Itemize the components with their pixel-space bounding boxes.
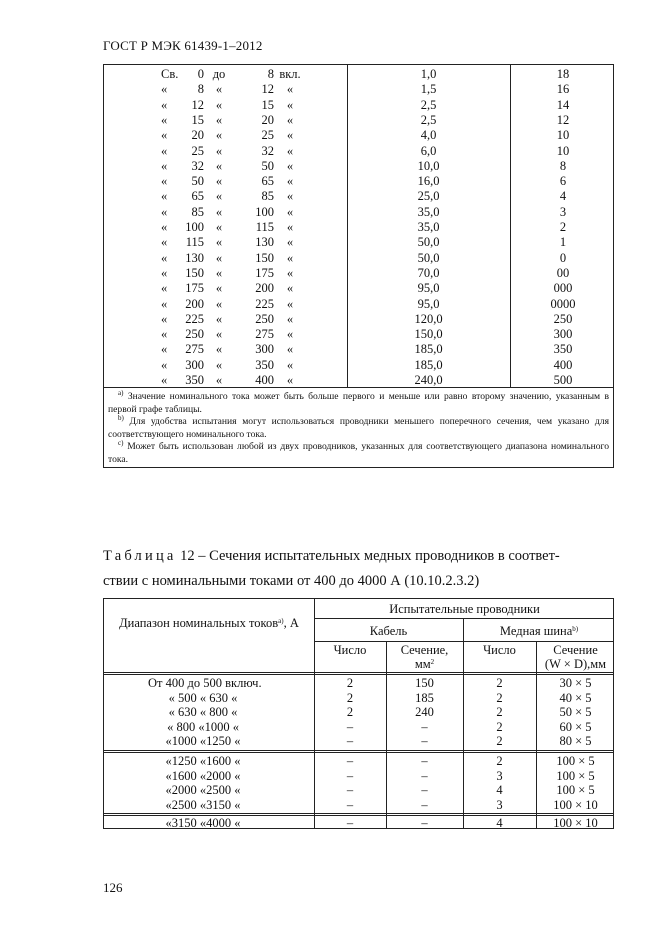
table-cell: – <box>346 768 354 783</box>
table-cell: 350 <box>553 342 573 357</box>
table-cell: « <box>215 235 223 250</box>
table-cell: 32 <box>191 158 204 173</box>
table-cell: 500 <box>553 373 573 387</box>
table-cell: – <box>346 797 354 812</box>
table-cell: 35,0 <box>417 204 440 219</box>
table-cell: 150 <box>415 676 434 690</box>
table-row <box>104 816 613 831</box>
table-cell: – <box>421 754 428 768</box>
table-row <box>104 266 613 282</box>
table-cell: 300 <box>255 342 274 357</box>
table-row <box>104 769 613 784</box>
table-cell: 100 × 10 <box>553 815 598 830</box>
table-cell: – <box>421 815 428 830</box>
table-row <box>104 691 613 706</box>
table-cell: От 400 до 500 включ. <box>148 676 262 690</box>
table-cell: « <box>286 265 294 280</box>
table-cell: 130 <box>185 250 204 265</box>
table-cell: 2 <box>496 676 503 690</box>
table-cell: 25 <box>261 128 274 143</box>
table-cell: 120,0 <box>414 311 443 326</box>
table-cell: «1250 «1600 « <box>165 754 241 768</box>
table-cell: 2 <box>496 705 503 719</box>
header-bar-section: Сечение (W × D),мм <box>544 643 607 671</box>
table-cell: « <box>161 235 168 250</box>
table-cell: 2 <box>346 690 354 705</box>
table-cell: вкл. <box>279 67 301 81</box>
table-cell: « <box>161 311 168 326</box>
table-cell: « <box>286 82 294 97</box>
table-cell: 18 <box>556 67 570 81</box>
table-cell: 2 <box>346 676 354 690</box>
table-cell: – <box>421 719 428 734</box>
table-cell: « <box>215 143 223 158</box>
table-cell: 20 <box>261 112 274 127</box>
table-cell: « <box>215 281 223 296</box>
table-cell: 10 <box>556 128 570 143</box>
table-cell: 1 <box>559 235 567 250</box>
table-cell: 100 × 5 <box>556 754 595 768</box>
table-11-continuation <box>103 64 614 468</box>
table-cell: 185,0 <box>414 342 443 357</box>
table-cell: 50 <box>261 158 274 173</box>
row-divider <box>104 813 613 814</box>
table-cell: « <box>161 281 168 296</box>
table-cell: 50 × 5 <box>559 705 592 719</box>
table-cell: 2 <box>496 754 503 768</box>
table-cell: 16,0 <box>417 174 440 189</box>
table-cell: « <box>286 357 294 372</box>
table-cell: « <box>215 220 223 234</box>
table-cell: 4,0 <box>420 128 437 143</box>
table-cell: « <box>215 174 223 189</box>
table-cell: « <box>215 112 223 127</box>
table-row <box>104 720 613 735</box>
table-cell: « <box>161 112 168 127</box>
header-copper-bar: Медная шина$^{b)}$ <box>499 624 579 638</box>
table-cell: 6,0 <box>420 143 437 158</box>
table-cell: 85 <box>191 204 204 219</box>
table-cell: – <box>421 797 428 812</box>
table-cell: « <box>161 143 168 158</box>
table-cell: 185,0 <box>414 357 443 372</box>
table-cell: – <box>421 783 428 797</box>
table-cell: 65 <box>261 174 274 189</box>
table-cell: 240,0 <box>414 373 443 387</box>
table-cell: – <box>421 768 428 783</box>
table-12-caption-line-2: ствии с номинальными токами от 400 до 4000 А (10.10.2.3.2) <box>103 573 480 589</box>
table-cell: 65 <box>191 189 204 204</box>
table-row <box>104 754 613 769</box>
table-cell: 225 <box>185 311 204 326</box>
table-cell: 2 <box>496 690 503 705</box>
table-cell: « <box>286 204 294 219</box>
table-cell: 12 <box>556 112 570 127</box>
table-cell: 2 <box>496 719 503 734</box>
table-cell: – <box>346 719 354 734</box>
table-cell: « <box>286 342 294 357</box>
table-cell: « <box>161 174 168 189</box>
table-cell: 2 <box>496 734 503 748</box>
table-row <box>104 798 613 813</box>
table-cell: 40 × 5 <box>559 690 592 705</box>
table-cell: 16 <box>556 82 570 97</box>
table-cell: « <box>215 311 223 326</box>
table-cell: 50,0 <box>417 235 440 250</box>
table-cell: 70,0 <box>417 265 440 280</box>
table-row <box>104 783 613 798</box>
table-cell: 12 <box>261 82 274 97</box>
table-cell: « <box>286 281 294 296</box>
table-cell: « <box>161 250 168 265</box>
table-cell: 0 <box>197 67 204 81</box>
table-row <box>104 358 613 374</box>
table-cell: « <box>161 158 168 173</box>
header-test-conductors: Испытательные проводники <box>389 602 540 616</box>
table-cell: « <box>286 158 294 173</box>
table-cell: 300 <box>185 357 204 372</box>
table-cell: « <box>286 143 294 158</box>
table-row <box>104 159 613 175</box>
table-cell: 175 <box>185 281 204 296</box>
table-cell: 185 <box>415 690 434 705</box>
row-divider <box>314 618 613 619</box>
table-row <box>104 220 613 236</box>
table-cell: 30 × 5 <box>559 676 592 690</box>
table-row <box>104 82 613 98</box>
table-cell: « <box>161 373 168 387</box>
table-cell: « <box>215 342 223 357</box>
table-cell: 6 <box>559 174 567 189</box>
table-cell: « <box>215 189 223 204</box>
table-cell: 50 <box>191 174 204 189</box>
table-row <box>104 342 613 358</box>
table-cell: 8 <box>267 67 274 81</box>
table-cell: до <box>212 67 226 81</box>
table-cell: «3150 «4000 « <box>165 815 241 830</box>
table-cell: – <box>346 734 354 748</box>
table-cell: « <box>215 97 223 112</box>
table-cell: 3 <box>496 797 503 812</box>
table-cell: 32 <box>261 143 274 158</box>
table-cell: « <box>161 220 168 234</box>
table-cell: 8 <box>197 82 204 97</box>
table-cell: 10 <box>556 143 570 158</box>
table-cell: « <box>215 373 223 387</box>
table-row <box>104 281 613 297</box>
table-cell: « <box>286 220 294 234</box>
table-cell: 1,5 <box>420 82 437 97</box>
table-cell: « <box>161 327 168 342</box>
table-row <box>104 189 613 205</box>
table-notes <box>108 391 609 467</box>
table-cell: 100 × 5 <box>556 783 595 797</box>
table-cell: 150 <box>255 250 274 265</box>
table-cell: « <box>286 296 294 311</box>
row-divider <box>104 672 613 673</box>
table-cell: 60 × 5 <box>559 719 592 734</box>
table-cell: 350 <box>255 357 274 372</box>
table-cell: 225 <box>255 296 274 311</box>
table-cell: 240 <box>415 705 434 719</box>
table-cell: – <box>346 815 354 830</box>
header-current-range: Диапазон номинальных токов$^{a)}$, А <box>119 616 299 630</box>
table-cell: 1,0 <box>420 67 437 81</box>
table-cell: « <box>286 97 294 112</box>
table-cell: « <box>161 357 168 372</box>
table-cell: «1600 «2000 « <box>165 768 241 783</box>
table-cell: 200 <box>255 281 274 296</box>
table-cell: 175 <box>255 265 274 280</box>
document-header: ГОСТ Р МЭК 61439-1–2012 <box>103 38 263 53</box>
table-cell: « <box>161 204 168 219</box>
table-cell: « <box>161 265 168 280</box>
table-cell: 15 <box>191 112 204 127</box>
table-row <box>104 705 613 720</box>
table-cell: 2,5 <box>420 97 437 112</box>
table-cell: « <box>215 357 223 372</box>
table-cell: 0000 <box>550 296 576 311</box>
table-cell: – <box>346 754 354 768</box>
row-divider <box>104 750 613 751</box>
table-cell: « <box>286 250 294 265</box>
table-cell: 4 <box>496 783 503 797</box>
table-cell: 200 <box>185 296 204 311</box>
table-cell: 8 <box>559 158 567 173</box>
table-cell: « <box>161 296 168 311</box>
table-cell: 250 <box>553 311 573 326</box>
note-a: $^{a)}$ Значение номинального тока может быть больше первого и меньше или равно второму значению, указанным в первой графе таблицы. <box>108 389 609 415</box>
table-row <box>104 205 613 221</box>
table-12 <box>103 598 614 829</box>
table-cell: « <box>286 373 294 387</box>
table-cell: 12 <box>191 97 204 112</box>
table-cell: 95,0 <box>417 296 440 311</box>
note-c: $^{c)}$ Может быть использован любой из двух проводников, указанных для соответствующего диапазона номинального тока. <box>108 439 609 465</box>
table-row <box>104 128 613 144</box>
table-cell: 0 <box>559 250 567 265</box>
table-cell: 100 × 10 <box>553 797 598 812</box>
header-cable-section: Сечение, $мм^2$ <box>400 643 449 671</box>
table-cell: « <box>286 235 294 250</box>
table-cell: « <box>215 158 223 173</box>
page-number: 126 <box>103 880 123 895</box>
table-cell: 400 <box>255 373 274 387</box>
table-cell: « <box>161 82 168 97</box>
table-cell: «2000 «2500 « <box>165 783 241 797</box>
table-row <box>104 734 613 749</box>
table-cell: 2,5 <box>420 112 437 127</box>
table-cell: 150 <box>185 265 204 280</box>
table-row <box>104 174 613 190</box>
table-cell: – <box>346 783 354 797</box>
table-cell: 300 <box>553 327 573 342</box>
table-cell: Св. <box>161 67 179 81</box>
table-cell: « <box>286 311 294 326</box>
table-cell: « <box>286 189 294 204</box>
table-row <box>104 312 613 328</box>
table-cell: 25,0 <box>417 189 440 204</box>
table-cell: 250 <box>255 311 274 326</box>
table-row <box>104 144 613 160</box>
table-cell: « <box>161 342 168 357</box>
table-cell: 130 <box>255 235 274 250</box>
table-cell: « <box>286 327 294 342</box>
row-divider <box>314 641 613 642</box>
table-cell: 25 <box>191 143 204 158</box>
table-cell: 00 <box>556 265 570 280</box>
table-cell: 2 <box>346 705 354 719</box>
table-row <box>104 676 613 691</box>
table-cell: 14 <box>556 97 570 112</box>
row-divider <box>104 752 613 753</box>
table-cell: 3 <box>496 768 503 783</box>
table-cell: 3 <box>559 204 567 219</box>
table-cell: 20 <box>191 128 204 143</box>
table-cell: 275 <box>255 327 274 342</box>
row-divider <box>104 674 613 675</box>
table-cell: 150,0 <box>414 327 443 342</box>
table-cell: « <box>161 97 168 112</box>
table-cell: 100 <box>255 204 274 219</box>
table-cell: 000 <box>553 281 573 296</box>
table-cell: « <box>215 296 223 311</box>
table-cell: « <box>215 128 223 143</box>
table-row <box>104 327 613 343</box>
table-cell: « <box>161 128 168 143</box>
table-cell: « 800 «1000 « <box>167 719 239 734</box>
table-cell: 85 <box>261 189 274 204</box>
header-bar-number: Число <box>483 643 516 657</box>
table-cell: « <box>161 189 168 204</box>
table-cell: « 500 « 630 « <box>168 690 238 705</box>
table-cell: 250 <box>185 327 204 342</box>
table-row <box>104 67 613 83</box>
table-cell: « <box>286 112 294 127</box>
table-row <box>104 297 613 313</box>
table-cell: 95,0 <box>417 281 440 296</box>
table-cell: « <box>215 265 223 280</box>
table-cell: « <box>286 128 294 143</box>
table-cell: 350 <box>185 373 204 387</box>
table-row <box>104 113 613 129</box>
table-cell: 100 × 5 <box>556 768 595 783</box>
table-cell: « <box>215 204 223 219</box>
header-cable-number: Число <box>333 643 367 657</box>
table-cell: 50,0 <box>417 250 440 265</box>
table-cell: – <box>421 734 428 748</box>
table-cell: «2500 «3150 « <box>165 797 241 812</box>
table-cell: 15 <box>261 97 274 112</box>
table-cell: « <box>215 327 223 342</box>
table-row <box>104 98 613 114</box>
table-12-caption-line-1: Таблица 12 – Сечения испытательных медных проводников в соответ- <box>103 548 560 564</box>
table-cell: « <box>215 82 223 97</box>
table-cell: 80 × 5 <box>559 734 592 748</box>
table-row <box>104 373 613 389</box>
table-cell: 100 <box>185 220 204 234</box>
table-cell: 35,0 <box>417 220 440 234</box>
table-cell: 400 <box>553 357 573 372</box>
table-cell: « 630 « 800 « <box>168 705 238 719</box>
table-cell: 10,0 <box>417 158 440 173</box>
header-cable: Кабель <box>369 624 408 638</box>
table-cell: « <box>286 174 294 189</box>
table-cell: 4 <box>559 189 567 204</box>
table-row <box>104 251 613 267</box>
table-cell: « <box>215 250 223 265</box>
table-cell: 2 <box>559 220 567 234</box>
table-cell: «1000 «1250 « <box>165 734 241 748</box>
table-cell: 115 <box>185 235 204 250</box>
table-cell: 275 <box>185 342 204 357</box>
table-cell: 4 <box>496 815 503 830</box>
note-b: $^{b)}$ Для удобства испытания могут использоваться проводники меньшего поперечного сечения, чем указано для соответствующего номинального тока. <box>108 414 609 440</box>
table-row <box>104 235 613 251</box>
table-cell: 115 <box>255 220 274 234</box>
